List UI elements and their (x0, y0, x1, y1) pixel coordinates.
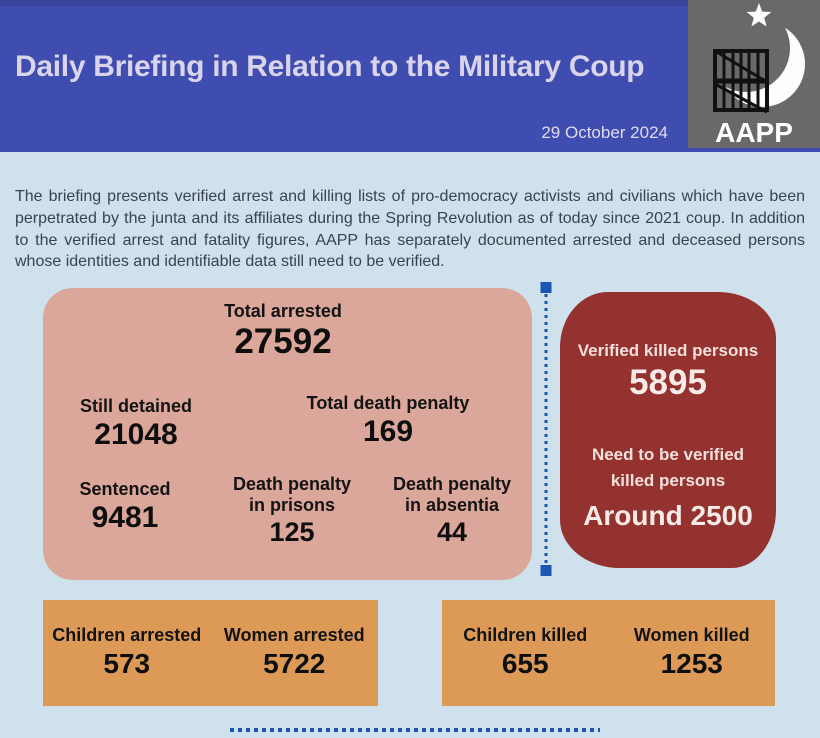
stat-total-death-penalty (307, 393, 470, 450)
stat-total-arrested (224, 301, 342, 361)
stat-value: 655 (501, 648, 549, 680)
stat-sentenced (79, 479, 170, 536)
intro-paragraph: The briefing presents verified arrest and killing lists of pro-democracy activists and civilians which have been perpetrated by the junta and its affiliates during the Spring Revolution as of today since 2021 coup. In addition to the verified arrest and fatality figures, AAPP has separately documented arrested and deceased persons whose identities and identifiable data still need to be verified. (15, 188, 805, 271)
stat-label-line1: Death penalty (232, 474, 352, 494)
stat-value: 573 (103, 648, 151, 680)
stat-value: 44 (436, 517, 468, 548)
killed-demographics-bar (442, 600, 775, 706)
stat-label: Women killed (633, 624, 750, 645)
stat-value: 1253 (660, 648, 723, 680)
divider-cap-top (541, 282, 552, 293)
stat-women-arrested (211, 625, 379, 681)
verified-killed-label: Verified killed persons (577, 341, 759, 360)
stat-label: Total arrested (224, 301, 342, 321)
stat-value: 125 (269, 517, 315, 548)
arrested-demographics-bar (43, 600, 378, 706)
need-verified-value: Around 2500 (583, 500, 753, 531)
stat-still-detained (80, 396, 192, 453)
stat-label-line1: Death penalty (392, 474, 512, 494)
divider-cap-bottom (541, 565, 552, 576)
verified-killed-value: 5895 (629, 362, 707, 402)
need-verified-label (592, 442, 744, 493)
stat-children-arrested (43, 625, 211, 681)
bottom-dotted-line (230, 728, 600, 732)
stat-value: 9481 (91, 501, 159, 535)
logo-text: AAPP (715, 117, 793, 148)
stat-death-penalty-prisons (233, 474, 351, 549)
stat-value: 169 (362, 415, 414, 449)
aapp-logo-graphic (688, 0, 820, 148)
killed-stats-panel (560, 292, 776, 568)
stat-children-killed (442, 625, 609, 681)
stat-value: 21048 (94, 418, 178, 452)
stat-label: Total death penalty (306, 393, 470, 413)
stat-label: Still detained (79, 396, 193, 416)
briefing-date: 29 October 2024 (541, 123, 668, 142)
stat-label: Children killed (463, 624, 588, 645)
stat-label-line2: in absentia (404, 495, 500, 516)
prison-bars-icon (715, 51, 767, 112)
stat-value: 27592 (234, 322, 332, 362)
aapp-logo (688, 0, 820, 148)
vertical-dotted-divider (540, 282, 552, 576)
stat-women-killed (609, 625, 776, 681)
stat-label: Children arrested (52, 624, 202, 645)
stat-label: Women arrested (223, 624, 365, 645)
stat-label (233, 474, 351, 516)
stat-label-line2: in prisons (248, 495, 335, 516)
page-title: Daily Briefing in Relation to the Military Coup (15, 50, 645, 83)
need-verified-label-line1: Need to be verified (591, 445, 745, 464)
stat-value: 5722 (263, 648, 326, 680)
divider-dotted-line (545, 294, 548, 564)
need-verified-label-line2: killed persons (610, 470, 726, 490)
stat-death-penalty-absentia (393, 474, 511, 549)
stat-label (393, 474, 511, 516)
stat-label: Sentenced (79, 479, 171, 499)
arrest-stats-panel (43, 288, 532, 580)
